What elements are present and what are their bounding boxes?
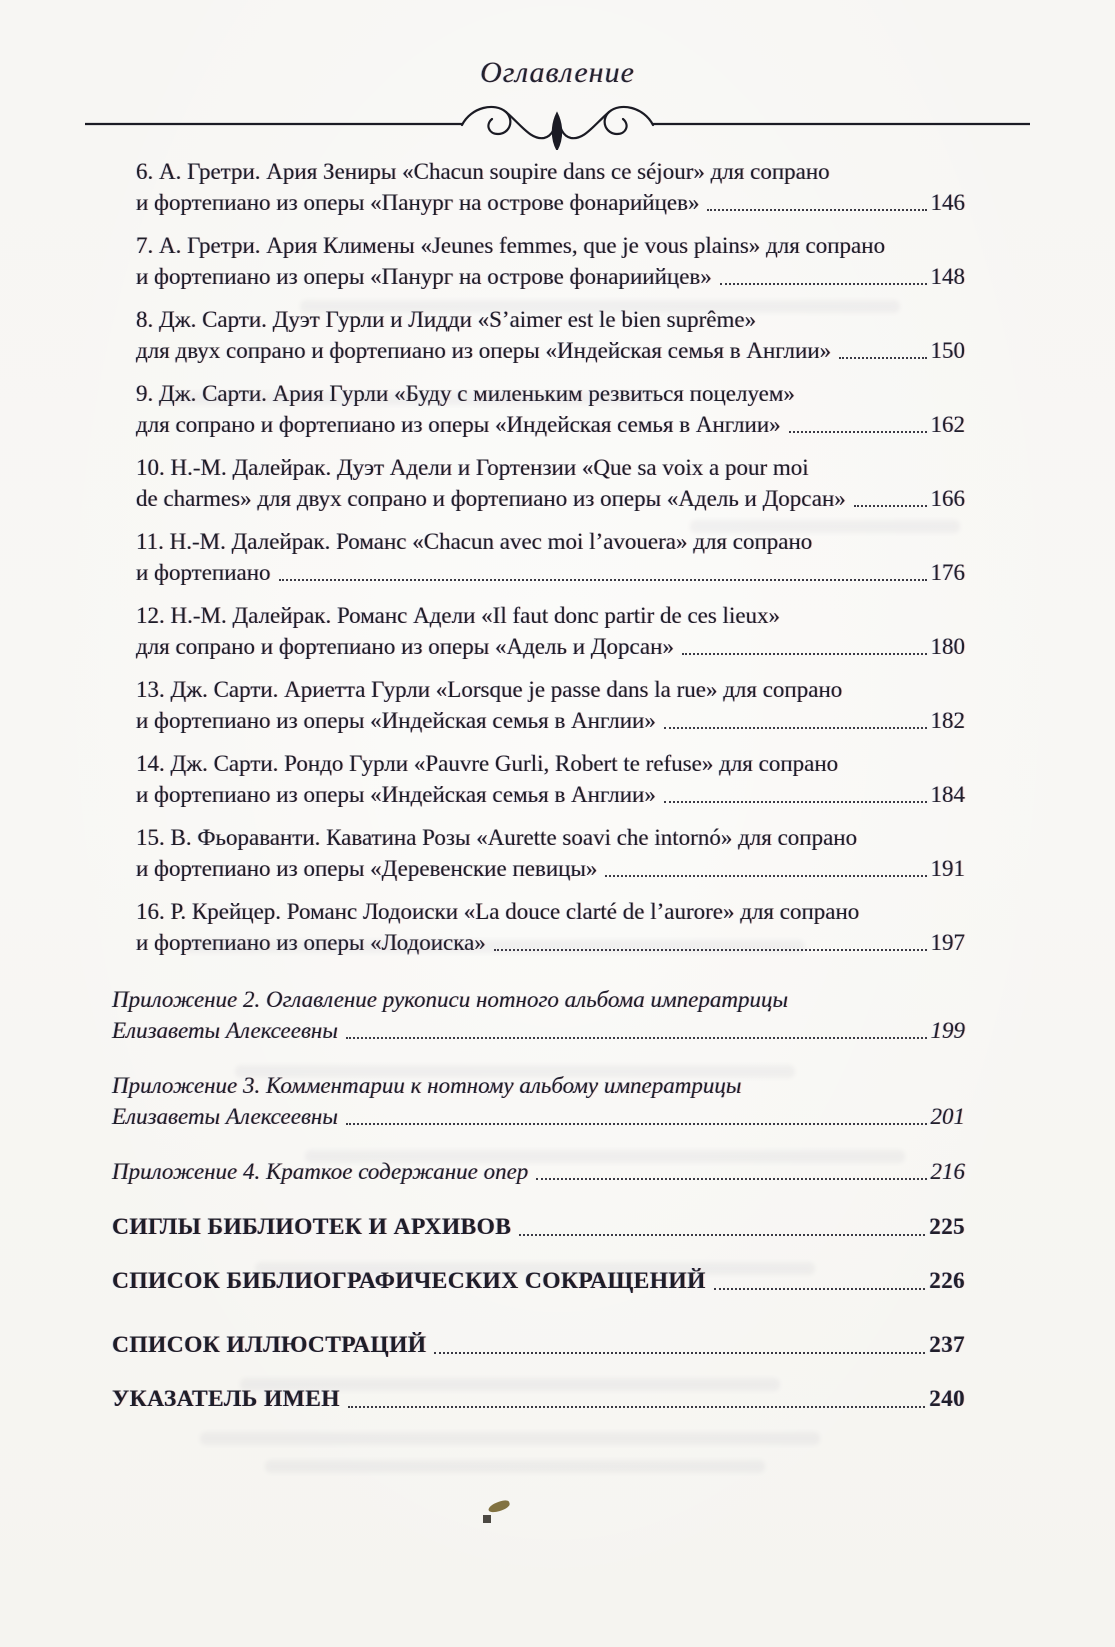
dot-leader <box>664 801 927 803</box>
toc-entry-line2: и фортепиано из оперы «Лодоиска» 197 <box>136 927 965 958</box>
toc-entry <box>112 674 965 736</box>
page-number: 226 <box>929 1268 965 1293</box>
toc-entry-line2: для сопрано и фортепиано из оперы «Адель и Дорсан» 180 <box>136 631 965 662</box>
toc-entry <box>112 230 965 292</box>
dot-leader <box>714 1288 926 1290</box>
page-number: 197 <box>930 930 965 955</box>
toc-entry <box>112 156 965 218</box>
toc-entry <box>112 452 965 514</box>
page-title: Оглавление <box>480 56 635 89</box>
dot-leader <box>434 1352 925 1354</box>
toc-entry-line2: и фортепиано из оперы «Индейская семья в Англии» 182 <box>136 705 965 736</box>
dot-leader <box>536 1178 926 1180</box>
toc-entry-line2: de charmes» для двух сопрано и фортепиано из оперы «Адель и Дорсан» 166 <box>136 483 965 514</box>
dot-leader <box>519 1234 925 1236</box>
bleedthrough-artifact <box>265 1460 765 1473</box>
toc-entry-line1: 14. Дж. Сарти. Рондо Гурли «Pauvre Gurli, Robert te refuse» для сопрано <box>136 751 839 776</box>
back-matter-list <box>112 1211 965 1415</box>
scan-speck <box>487 1499 511 1514</box>
back-matter-section: СИГЛЫ БИБЛИОТЕК И АРХИВОВ 225 <box>112 1211 965 1243</box>
page-number: 184 <box>930 782 965 807</box>
toc-entry <box>112 526 965 588</box>
back-matter-section: СПИСОК ИЛЛЮСТРАЦИЙ 237 <box>112 1329 965 1361</box>
dot-leader <box>839 357 926 359</box>
page-number: 148 <box>930 264 965 289</box>
page-number: 191 <box>930 856 965 881</box>
toc-entry-line1: 7. А. Гретри. Ария Климены «Jeunes femmes, que je vous plains» для сопрано <box>136 233 886 258</box>
appendix-list <box>112 984 965 1187</box>
toc-entry-list <box>112 156 965 958</box>
toc-entry-line2: и фортепиано 176 <box>136 557 965 588</box>
toc-entry-line1: Приложение 2. Оглавление рукописи нотного альбома императрицы <box>112 987 789 1012</box>
toc-entry-line1: Приложение 4. Краткое содержание опер 216 <box>112 1156 965 1187</box>
toc-entry-line2: Елизаветы Алексеевны 201 <box>112 1101 965 1132</box>
toc-entry <box>112 896 965 958</box>
dot-leader <box>682 653 927 655</box>
toc-entry-line1: 10. Н.-М. Далейрак. Дуэт Адели и Гортензии «Que sa voix a pour moi <box>136 455 809 480</box>
toc-content <box>112 156 965 1437</box>
toc-entry <box>112 1070 965 1132</box>
toc-entry-line1: Приложение 3. Комментарии к нотному альбому императрицы <box>112 1073 742 1098</box>
page-number: 166 <box>930 486 965 511</box>
dot-leader <box>279 579 927 581</box>
page-number: 162 <box>930 412 965 437</box>
toc-entry <box>112 1156 965 1187</box>
toc-entry-line2: и фортепиано из оперы «Индейская семья в Англии» 184 <box>136 779 965 810</box>
page-number: 146 <box>930 190 965 215</box>
page-number: 199 <box>930 1018 965 1043</box>
toc-entry-line2: для сопрано и фортепиано из оперы «Индейская семья в Англии» 162 <box>136 409 965 440</box>
toc-entry-line2: Елизаветы Алексеевны 199 <box>112 1015 965 1046</box>
back-matter-section: СПИСОК БИБЛИОГРАФИЧЕСКИХ СОКРАЩЕНИЙ 226 <box>112 1265 965 1297</box>
dot-leader <box>494 949 927 951</box>
dot-leader <box>789 431 927 433</box>
toc-entry-line2: для двух сопрано и фортепиано из оперы «Индейская семья в Англии» 150 <box>136 335 965 366</box>
page-number: 180 <box>930 634 965 659</box>
toc-entry <box>112 984 965 1046</box>
toc-entry-line1: 11. Н.-М. Далейрак. Романс «Chacun avec moi l’avouera» для сопрано <box>136 529 813 554</box>
dot-leader <box>720 283 927 285</box>
back-matter-section: УКАЗАТЕЛЬ ИМЕН 240 <box>112 1383 965 1415</box>
toc-entry-line1: 6. А. Гретри. Ария Зениры «Chacun soupire dans ce séjour» для сопрано <box>136 159 830 184</box>
toc-entry-line1: 13. Дж. Сарти. Ариетта Гурли «Lorsque je passe dans la rue» для сопрано <box>136 677 843 702</box>
page-number: 176 <box>930 560 965 585</box>
toc-entry-line1: 12. Н.-М. Далейрак. Романс Адели «Il faut donc partir de ces lieux» <box>136 603 781 628</box>
toc-entry-line1: 9. Дж. Сарти. Ария Гурли «Буду с миленьким резвиться поцелуем» <box>136 381 795 406</box>
page-number: 150 <box>930 338 965 363</box>
toc-entry-line1: 8. Дж. Сарти. Дуэт Гурли и Лидди «S’aimer est le bien suprême» <box>136 307 757 332</box>
dot-leader <box>348 1406 925 1408</box>
page-number: 237 <box>929 1332 965 1357</box>
dot-leader <box>605 875 926 877</box>
toc-entry-line2: и фортепиано из оперы «Деревенские певицы» 191 <box>136 853 965 884</box>
dot-leader <box>854 505 927 507</box>
page-number: 201 <box>930 1104 965 1129</box>
page-number: 225 <box>929 1214 965 1239</box>
toc-entry-line2: и фортепиано из оперы «Панург на острове фонарийцев» 146 <box>136 187 965 218</box>
dot-leader <box>346 1123 927 1125</box>
scan-speck <box>483 1515 491 1523</box>
toc-entry <box>112 748 965 810</box>
dot-leader <box>346 1037 927 1039</box>
divider-flourish-icon <box>85 98 1030 150</box>
dot-leader <box>707 209 926 211</box>
page-number: 182 <box>930 708 965 733</box>
toc-entry <box>112 304 965 366</box>
page-number: 240 <box>929 1386 965 1411</box>
toc-entry <box>112 378 965 440</box>
toc-entry-line2: и фортепиано из оперы «Панург на острове фонариийцев» 148 <box>136 261 965 292</box>
toc-entry <box>112 600 965 662</box>
toc-entry-line1: 16. Р. Крейцер. Романс Лодоиски «La douce clarté de l’aurore» для сопрано <box>136 899 860 924</box>
toc-entry <box>112 822 965 884</box>
dot-leader <box>664 727 927 729</box>
page-number: 216 <box>930 1159 965 1184</box>
toc-entry-line1: 15. В. Фьораванти. Каватина Розы «Aurette soavi che intornó» для сопрано <box>136 825 858 850</box>
